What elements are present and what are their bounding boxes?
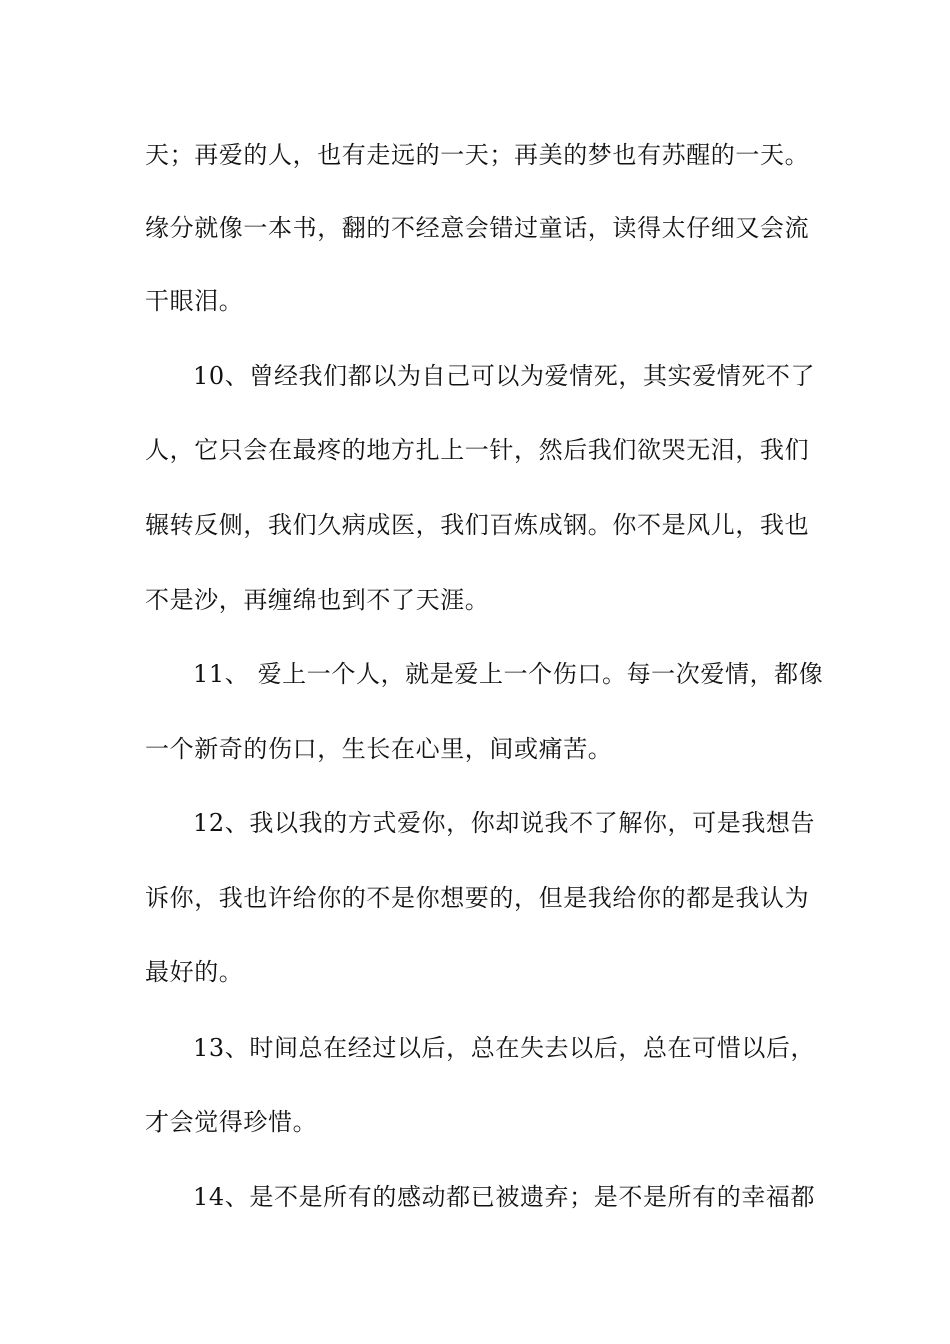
paragraph-12-start: 12、我以我的方式爱你，你却说我不了解你，可是我想告 [193, 809, 816, 837]
text-line: 才会觉得珍惜。 [145, 1108, 318, 1136]
text-line: 人，它只会在最疼的地方扎上一针，然后我们欲哭无泪，我们 [145, 436, 810, 464]
text-line: 诉你，我也许给你的不是你想要的，但是我给你的都是我认为 [145, 884, 810, 912]
text-line: 干眼泪。 [145, 287, 244, 315]
paragraph-13-start: 13、时间总在经过以后，总在失去以后，总在可惜以后， [193, 1034, 816, 1062]
text-line: 天；再爱的人，也有走远的一天；再美的梦也有苏醒的一天。 [145, 141, 810, 169]
paragraph-11-start: 11、 爱上一个人，就是爱上一个伤口。每一次爱情，都像 [193, 660, 824, 688]
text-line: 辗转反侧，我们久病成医，我们百炼成钢。你不是风儿，我也 [145, 511, 810, 539]
text-line: 一个新奇的伤口，生长在心里，间或痛苦。 [145, 735, 613, 763]
text-line: 最好的。 [145, 958, 244, 986]
text-line: 缘分就像一本书，翻的不经意会错过童话，读得太仔细又会流 [145, 214, 810, 242]
paragraph-10-start: 10、曾经我们都以为自己可以为爱情死，其实爱情死不了 [193, 362, 816, 390]
text-line: 不是沙，再缠绵也到不了天涯。 [145, 586, 490, 614]
paragraph-14-start: 14、是不是所有的感动都已被遗弃；是不是所有的幸福都 [193, 1183, 816, 1211]
